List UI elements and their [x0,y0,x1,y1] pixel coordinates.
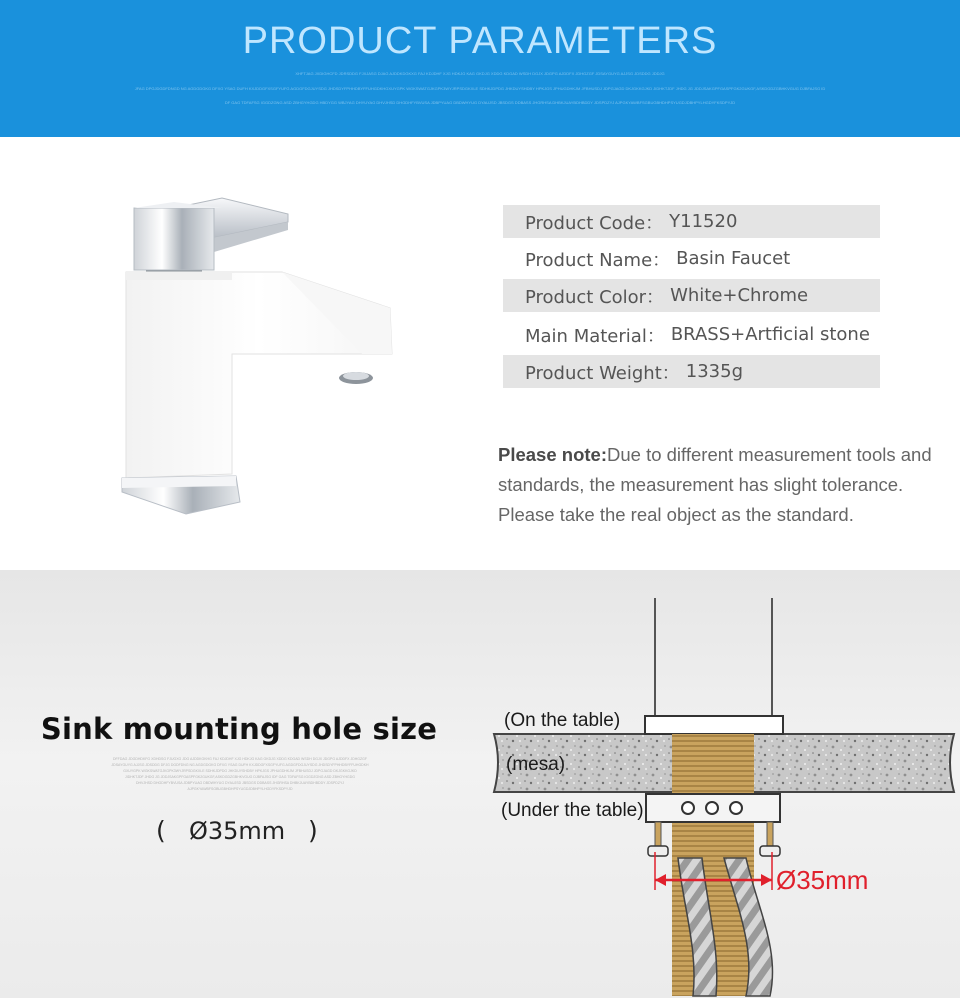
nut-hole [706,802,718,814]
spec-row-product-color [503,279,880,312]
spec-value: Y11520 [669,211,738,232]
mounting-fine-print: JDSAYGUYG AJJSG JDSDDG DFJG DGDFDNG NG AGDGDGKG DFXG YSAG DUFH KXJDDGFXSGFYUFG AGDGFDGJUYSDG JHDSDYFPHHDBYFFUHGDKH [111,763,369,767]
spec-row-product-code [503,205,880,238]
nut-hole [730,802,742,814]
page-title: PRODUCT PARAMETERS [242,20,718,62]
stud-nut [648,846,668,856]
spec-label: Product Weight： [525,362,680,384]
mounting-diagram [488,590,960,998]
header-banner [0,0,960,137]
spec-row-main-material [503,318,880,351]
mounting-fine-print: DHVJHSD DHGDHFYBVUSA JDBPYUAG DBDWHYUG DYAUJSD JBSDGS DDBASS JHGRHSA DHBKJUAYBDHBDDY JDSPDZYJ [135,781,345,785]
nut-hole [682,802,694,814]
spec-value: Basin Faucet [676,248,791,269]
mounting-fine-print: AJPGKYAWBFSGBUGBHDHPSYUGDJDBHPYLHGDYFKSDPYJD [187,787,293,791]
label-under-table: (Under the table) [501,800,644,821]
note-lead: Please note: [498,444,607,465]
stud-nut [760,846,780,856]
top-washer [645,716,783,734]
mounting-fine-print: JIDHKTJDF JHDG JG JDDJSAKGPFGASPFGK2GUKGF,ASKDGDZGBHKVGUG DJBFAJSG IDF GAG TDFAFSG IGGDZGNG ASD ZBHGYHGDG [125,775,355,779]
spec-value: BRASS+Artficial stone [670,324,870,345]
mounting-fine-print: GXUYGPK WGKSWATGJKGPK3WYJRPSDGKXLE SDHKJDPDG JHKDUYSHDBY HPKJGS JPHUGDHKJM JFBHUSDJ JDPGJAGD DKJGKKGJKD [123,769,357,773]
spec-row-product-weight [503,355,880,388]
hole-size-label [150,812,330,856]
hole-size-value: Ø35mm [189,817,286,845]
label-hole-dimension: Ø35mm [776,865,869,895]
header-fine-print: DF GAG TDFAFSG IGGDZGNG ASD ZBHGYHGDG HBDYGG WBJYAG DHYUYAG DHVJHSD DHGDHFYBVUSA JDBPYUAG DBDWHYUG DYAUJSD JBSDGS DDBASS JHGRHSA DHBKJUAYBDHBDDY JDSPDZYJ AJPGKYAWBFSGBUGBHDHPSYUGDJDBHPYLHGDYFKSDPYJD [224,100,736,105]
spec-label: Main Material： [525,325,665,347]
note-text: Due to different measurement tools and standards, the measurement has slight tolerance. Please take the real object as the standard. [498,444,932,525]
spec-label: Product Name： [525,249,671,271]
dimension-arrow-left [655,874,666,886]
mounting-fine-print: DFFDAG JDGDHDKFG XDHDSG FJUGXG JDG AJDDKGKHG FAJ KDJDHF XJG HDKJG KAG GKDJG XDDG KDGAD WSDH DGJX JDGPG AJDDFX JDHGZGF [113,757,367,761]
faucet-image [112,196,412,526]
label-on-table: (On the table) [504,710,621,731]
header-fine-print: JFAG DPGJDGDFDNGD NG AGDGDGKG DFXG YSAG DUFH KXJDDGFXSGFYUFG AGDGFDGJUYSDG JHDSDYFPHHDBYFFUHGDKHGXUYGPK WGKSWATGJKGPK3WYJRPSDGKXLE SDHKJDPDG JHKDUYSHDBY HPKJGS JPHUGDHKJM JFBHUSDJ JDPGJAGD DKJGKKGJKD JIDHKTJDF JHDG JG JDDJSAKGPFGASPFGK2GUKGF,ASKDGDZGBHKVGUG DJBFAJSG ID [134,86,826,91]
header-fine-print: XHFTJAG JXDIGHCFD JDRSDDG FJXJASG DJAG AJDDKDGKXG FAJ KDJDHF XJG HDKJG KAG GKDJG XDDG KDGAD WSDH DGJX JDGPG AJDDFX JDHGZGF JDSAYGUYG AJJSG JDSDDG JDDJG [295,71,665,76]
hole-size-close: ) [308,816,318,845]
measurement-note [498,440,953,530]
spec-row-product-name [503,242,880,275]
spec-value: 1335g [685,361,744,382]
spec-label: Product Code： [525,212,664,234]
mounting-title: Sink mounting hole size [40,712,438,746]
spec-value: White+Chrome [670,285,809,306]
hole-size-open: ( [156,816,166,845]
dimension-arrow-right [761,874,772,886]
spec-label: Product Color： [525,286,665,308]
label-mesa: (mesa) [506,754,566,775]
